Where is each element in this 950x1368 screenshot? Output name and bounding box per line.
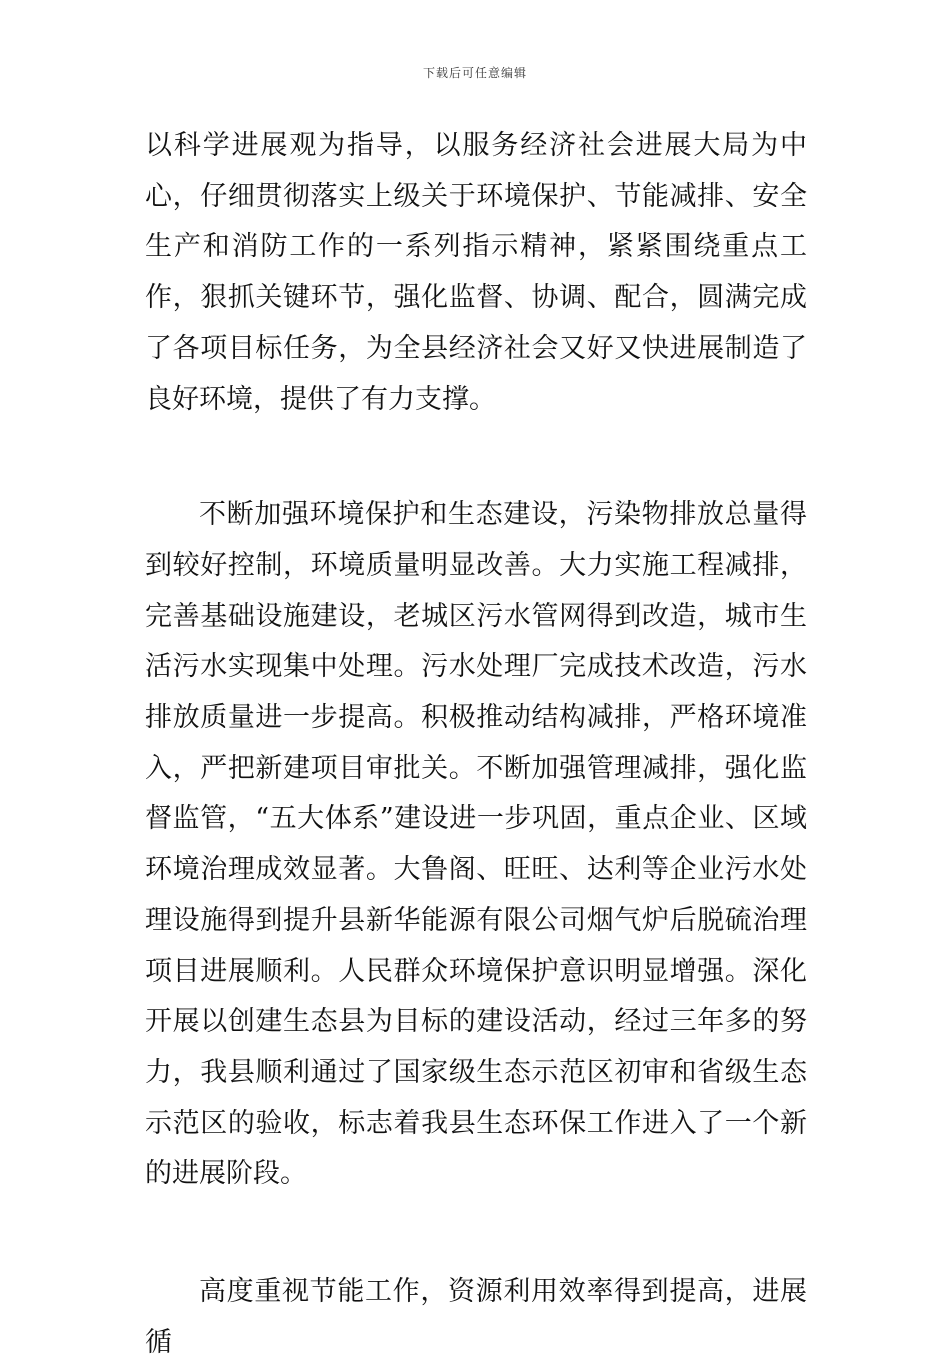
paragraph-1: 以科学进展观为指导，以服务经济社会进展大局为中心，仔细贯彻落实上级关于环境保护、节能减排、安全生产和消防工作的一系列指示精神，紧紧围绕重点工作，狠抓关键环节，强化监督、协调、配合，圆满完成了各项目标任务，为全县经济社会又好又快进展制造了良好环境，提供了有力支撑。 bbox=[145, 130, 807, 415]
page-header-note: 下载后可任意编辑 bbox=[422, 66, 527, 80]
paragraph-2: 不断加强环境保护和生态建设，污染物排放总量得到较好控制，环境质量明显改善。大力实施工程减排，完善基础设施建设，老城区污水管网得到改造，城市生活污水实现集中处理。污水处理厂完成技术改造，污水排放质量进一步提高。积极推动结构减排，严格环境准入，严把新建项目审批关。不断加强管理减排，强化监督监管，“五大体系”建设进一步巩固，重点企业、区域环境治理成效显著。大鲁阁、旺旺、达利等企业污水处理设施得到提升县新华能源有限公司烟气炉后脱硫治理项目进展顺利。人民群众环境保护意识明显增强。深化开展以创建生态县为目标的建设活动，经过三年多的努力，我县顺利通过了国家级生态示范区初审和省级生态示范区的验收，标志着我县生态环保工作进入了一个新的进展阶段。 bbox=[145, 499, 807, 1190]
document-body bbox=[145, 121, 807, 1368]
paragraph-3: 高度重视节能工作，资源利用效率得到提高，进展循 bbox=[145, 1276, 807, 1358]
paragraph-spacer bbox=[145, 1200, 807, 1267]
paragraph-spacer bbox=[145, 425, 807, 490]
